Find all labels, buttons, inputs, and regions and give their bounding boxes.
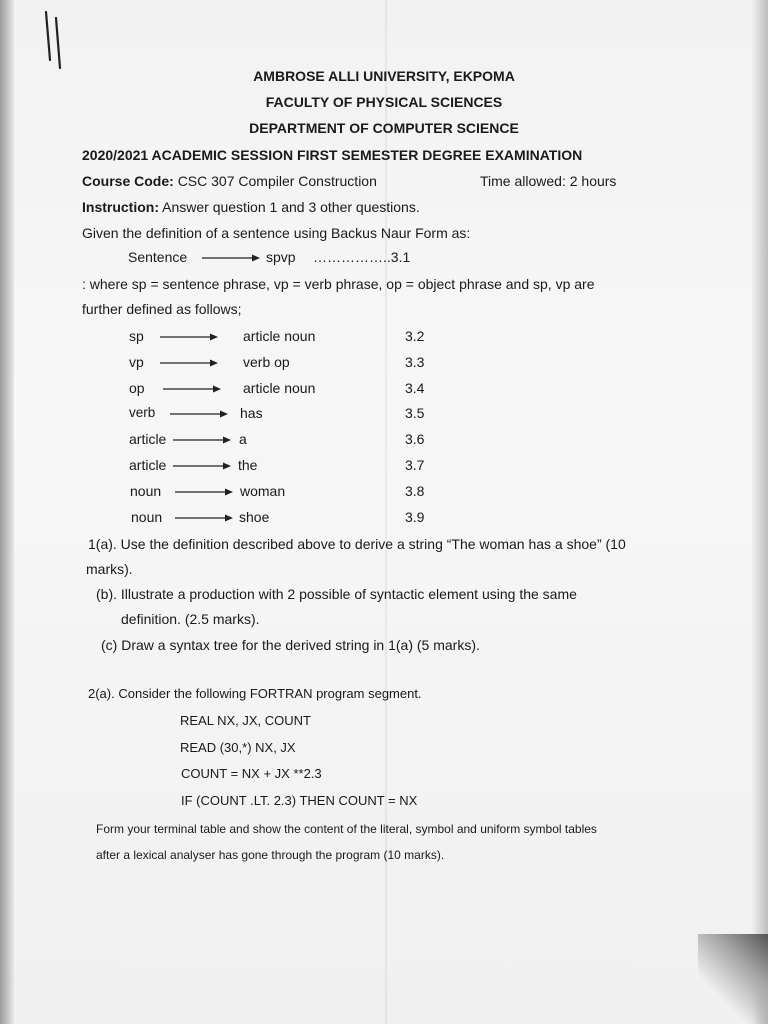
q1c: (c) Draw a syntax tree for the derived string in 1(a) (5 marks). xyxy=(101,637,480,653)
rule-lhs: op xyxy=(129,380,145,396)
course-code xyxy=(82,173,377,189)
rule-rhs: article noun xyxy=(243,328,316,344)
page-shadow-corner xyxy=(698,934,768,1024)
rule-lhs: article xyxy=(129,457,167,473)
rule-rhs: verb op xyxy=(243,354,290,370)
where-line-2: further defined as follows; xyxy=(82,301,242,317)
rule-number: 3.4 xyxy=(405,380,425,396)
faculty-title: FACULTY OF PHYSICAL SCIENCES xyxy=(265,94,503,110)
arrow-icon xyxy=(173,461,231,471)
session-title: 2020/2021 ACADEMIC SESSION FIRST SEMESTER DEGREE EXAMINATION xyxy=(82,147,583,163)
q2-task-line-2: after a lexical analyser has gone through the program (10 marks). xyxy=(96,848,445,862)
handwritten-mark xyxy=(36,6,76,70)
university-title: AMBROSE ALLI UNIVERSITY, EKPOMA xyxy=(253,68,515,84)
rule-number: 3.5 xyxy=(405,405,425,421)
rule-rhs: article noun xyxy=(243,380,316,396)
course-code-value: CSC 307 Compiler Construction xyxy=(177,173,377,189)
page-shadow-left xyxy=(0,0,14,1024)
arrow-icon xyxy=(160,332,218,342)
sentence-lhs: Sentence xyxy=(128,249,188,265)
instruction-value: Answer question 1 and 3 other questions. xyxy=(162,199,420,215)
code-line: READ (30,*) NX, JX xyxy=(180,740,296,755)
rule-lhs: article xyxy=(129,431,167,447)
rule-number: 3.2 xyxy=(405,328,425,344)
q1b-line-2: definition. (2.5 marks). xyxy=(121,611,260,627)
rule-number: 3.8 xyxy=(405,483,425,499)
rule-lhs: verb xyxy=(129,405,156,420)
arrow-icon xyxy=(175,487,233,497)
rule-rhs: a xyxy=(239,431,247,447)
arrow-icon xyxy=(175,513,233,523)
rule-lhs: noun xyxy=(131,509,163,525)
arrow-icon xyxy=(173,435,231,445)
instruction xyxy=(82,199,420,215)
q2-task-line-1: Form your terminal table and show the content of the literal, symbol and uniform symbol tables xyxy=(96,822,597,836)
course-code-label: Course Code: xyxy=(82,173,174,189)
code-line: REAL NX, JX, COUNT xyxy=(180,713,311,728)
rule-lhs: vp xyxy=(129,354,144,370)
arrow-icon xyxy=(170,409,228,419)
where-line-1: : where sp = sentence phrase, vp = verb phrase, op = object phrase and sp, vp are xyxy=(82,276,595,292)
page-shadow-right xyxy=(752,0,768,1024)
rule-number: 3.6 xyxy=(405,431,425,447)
rule-number: 3.9 xyxy=(405,509,425,525)
department-title: DEPARTMENT OF COMPUTER SCIENCE xyxy=(249,120,519,136)
arrow-icon xyxy=(160,358,218,368)
arrow-icon xyxy=(163,384,221,394)
rule-rhs: woman xyxy=(240,483,286,499)
intro-given: Given the definition of a sentence using Backus Naur Form as: xyxy=(82,225,471,241)
rule-rhs: the xyxy=(238,457,258,473)
rule-number: 3.3 xyxy=(405,354,425,370)
rule-rhs: has xyxy=(240,405,263,421)
code-line: COUNT = NX + JX **2.3 xyxy=(181,766,322,781)
q1a-line-2: marks). xyxy=(86,561,133,577)
arrow-icon xyxy=(202,253,260,263)
instruction-label: Instruction: xyxy=(82,199,159,215)
rule-rhs: shoe xyxy=(239,509,270,525)
sentence-number: ……………..3.1 xyxy=(313,249,411,265)
rule-number: 3.7 xyxy=(405,457,425,473)
time-allowed: Time allowed: 2 hours xyxy=(480,173,617,189)
q2a: 2(a). Consider the following FORTRAN program segment. xyxy=(88,686,422,701)
rule-lhs: noun xyxy=(130,483,162,499)
rule-lhs: sp xyxy=(129,328,144,344)
code-line: IF (COUNT .LT. 2.3) THEN COUNT = NX xyxy=(181,793,418,808)
q1a-line-1: 1(a). Use the definition described above to derive a string “The woman has a shoe” (10 xyxy=(88,536,626,552)
sentence-rhs: spvp xyxy=(266,249,296,265)
q1b-line-1: (b). Illustrate a production with 2 possible of syntactic element using the same xyxy=(96,586,577,602)
